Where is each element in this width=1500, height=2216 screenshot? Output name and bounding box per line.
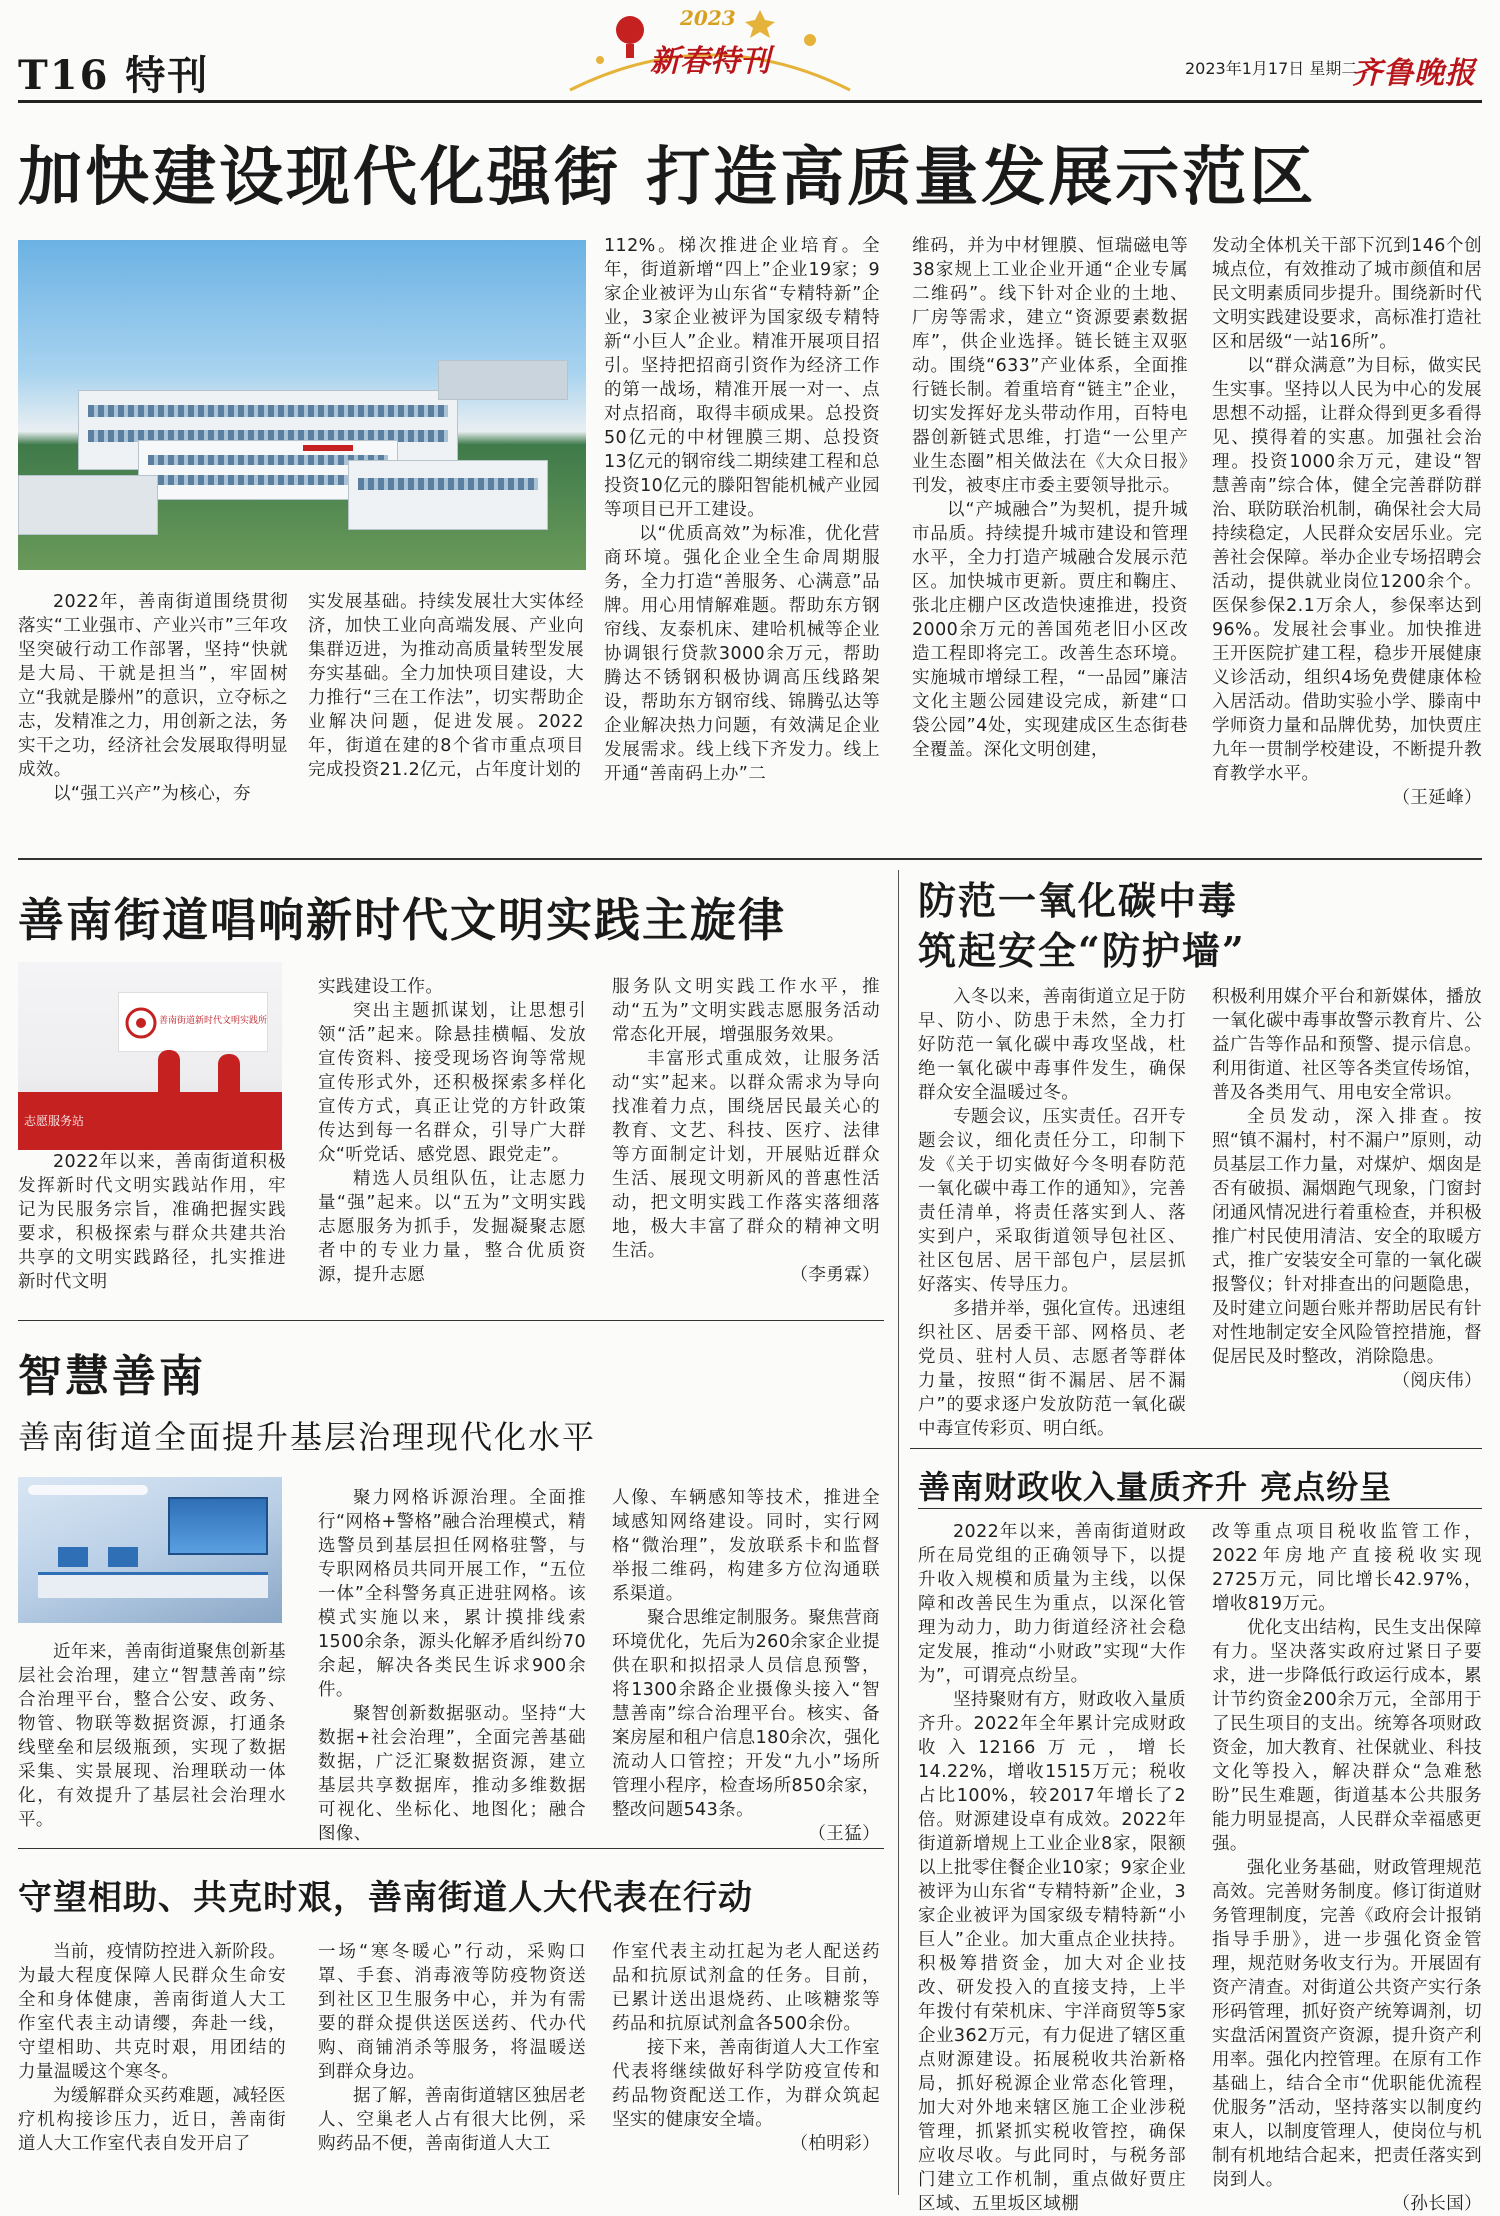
section-divider — [18, 1320, 884, 1321]
header-rule — [18, 100, 1482, 103]
smart-center-photo — [18, 1477, 282, 1623]
smart-paragraph: 聚智创新数据驱动。坚持“大数据+社会治理”，全面完善基础数据，广泛汇聚数据资源，建立基层共享数据库，推动多维数据可视化、坐标化、地图化；融合图像、 — [318, 1704, 586, 1844]
lead-paragraph: 以“强工兴产”为核心，夯 — [53, 784, 251, 804]
lead-paragraph: 2022年，善南街道围绕贯彻落实“工业强市、产业兴市”三年攻坚突破行动工作部署，坚持“快就是大局、干就是担当”，牢固树立“我就是滕州”的意识，立夺标之志，发精准之力，用创新之法，务实干之功，经济社会发展取得明显成效。 — [18, 592, 288, 780]
lead-column-2 — [308, 590, 584, 782]
lead-paragraph: 维码，并为中材锂膜、恒瑞磁电等38家规上工业企业开通“企业专属二维码”。线下针对企业的土地、厂房等需求，建立“资源要素数据库”，供企业选择。链长链主双驱动。围绕“633”产业体系，全面推行链长制。着重培育“链主”企业，切实发挥好龙头带动作用，百特电器创新链式思维，打造“一公里产业生态圈”相关做法在《大众日报》刊发，被枣庄市委主要领导批示。 — [912, 236, 1188, 496]
npc-byline: （柏明彩） — [790, 2134, 880, 2154]
sign-board — [118, 992, 268, 1052]
smart-byline: （王猛） — [808, 1824, 880, 1844]
npc-column-2 — [318, 1940, 586, 2156]
finance-byline: （孙长国） — [1392, 2194, 1482, 2214]
sign-text: 善南街道新时代文明实践所 — [159, 1016, 268, 1026]
civilization-paragraph: 丰富形式重成效，让服务活动“实”起来。以群众需求为导向找准着力点，围绕居民最关心的教育、文艺、科技、医疗、法律等方面制定计划，开展贴近群众生活、展现文明新风的普惠性活动，把文明实践工作落实落细落地，极大丰富了群众的精神文明生活。 — [612, 1049, 880, 1261]
co-paragraph: 入冬以来，善南街道立足于防早、防小、防患于未然，全力打好防范一氧化碳中毒攻坚战，杜绝一氧化碳中毒事件发生，确保群众安全温暖过冬。 — [918, 987, 1186, 1103]
co-column-1 — [918, 985, 1186, 1441]
finance-column-1 — [918, 1520, 1186, 2216]
lead-paragraph: 以“群众满意”为目标，做实民生实事。坚持以人民为中心的发展思想不动摇，让群众得到更多看得见、摸得着的实惠。加强社会治理。投资1000余万元，建设“智慧善南”综合体，健全完善群防群治、联防联治机制，确保社会大局持续稳定，人民群众安居乐业。完善社会保障。举办企业专场招聘会活动，提供就业岗位1200余个。医保参保2.1万余人，参保率达到96%。发展社会事业。加快推进王开医院扩建工程，稳步开展健康义诊活动，组织4场免费健康体检入居活动。借助实验小学、滕南中学师资力量和品牌优势，加快贾庄九年一贯制学校建设，不断提升教育教学水平。 — [1212, 356, 1482, 784]
npc-paragraph: 当前，疫情防控进入新阶段。为最大程度保障人民群众生命安全和身体健康，善南街道人大工作室代表主动请缨，奔赴一线，守望相助、共克时艰，用团结的力量温暖这个寒冬。 — [18, 1942, 286, 2082]
civilization-paragraph: 实践建设工作。 — [318, 977, 444, 997]
npc-paragraph: 为缓解群众买药难题，减轻医疗机构接诊压力，近日，善南街道人大工作室代表自发开启了 — [18, 2086, 286, 2154]
finance-paragraph: 强化业务基础，财政管理规范高效。完善财务制度。修订街道财务管理制度，完善《政府会计报销指导手册》，进一步强化资金管理，规范财务收支行为。开展固有资产清查。对街道公共资产实行条形码管理，抓好资产统筹调剂，切实盘活闲置资产资源，提升资产利用率。强化内控管理。在原有工作基础上，结合全市“优职能优流程优服务”活动，坚持落实以制度约束人，以制度管理人，使岗位与机制有机地结合起来，把责任落实到岗到人。 — [1212, 1858, 1482, 2190]
smart-paragraph: 聚力网格诉源治理。全面推行“网格+警格”融合治理模式，精选警员到基层担任网格驻警，与专职网格员共同开展工作，“五位一体”全科警务真正进驻网格。该模式实施以来，累计摸排线索1500余条，源头化解矛盾纠纷70余起，解决各类民生诉求900余件。 — [318, 1488, 586, 1700]
newspaper-logo: 齐鲁晚报 — [1352, 56, 1476, 91]
column-divider — [898, 870, 899, 2195]
smart-column-3 — [612, 1486, 880, 1846]
display-wall — [168, 1497, 268, 1555]
lead-byline: （王延峰） — [1392, 788, 1482, 808]
lead-headline: 加快建设现代化强街 打造高质量发展示范区 — [18, 140, 1317, 215]
civilization-byline: （李勇霖） — [790, 1265, 880, 1285]
desk — [38, 1572, 268, 1598]
lead-column-4 — [912, 234, 1188, 762]
lead-paragraph: 以“产城融合”为契机，提升城市品质。持续提升城市建设和管理水平，全力打造产城融合发展示范区。加快城市更新。贾庄和鞠庄、张北庄棚户区改造快速推进，投资2000余万元的善国苑老旧小区改造工程即将完工。改善生态环境。实施城市增绿工程，“一品园”廉洁文化主题公园建设完成，新建“口袋公园”4处，实现建成区生态街巷全覆盖。深化文明创建， — [912, 500, 1188, 760]
lead-paragraph: 发动全体机关干部下沉到146个创城点位，有效推动了城市颜值和居民文明素质同步提升。围绕新时代文明实践建设要求，高标准打造社区和居级“一站16所”。 — [1212, 236, 1482, 352]
finance-paragraph: 优化支出结构，民生支出保障有力。坚决落实政府过紧日子要求，进一步降低行政运行成本，累计节约资金200余万元，全部用于了民生项目的支出。统筹各项财政资金，加大教育、社保就业、科技文化等投入，解决群众“急难愁盼”民生难题，街道基本公共服务能力明显提高，人民群众幸福感更强。 — [1212, 1618, 1482, 1854]
monitor — [108, 1547, 138, 1567]
volunteer-figure — [218, 1054, 240, 1095]
npc-paragraph: 接下来，善南街道人大工作室代表将继续做好科学防疫宣传和药品物资配送工作，为群众筑起坚实的健康安全墙。 — [612, 2038, 880, 2130]
lead-paragraph: 以“优质高效”为标准，优化营商环境。强化企业全生命周期服务，全力打造“善服务、心满意”品牌。用心用情解难题。帮助东方钢帘线、友泰机床、建哈机械等企业协调银行贷款3000余万元，帮助腾达不锈钢积极协调高压线路架设，帮助东方钢帘线、锦腾弘达等企业解决热力问题，有效满足企业发展需求。线上线下齐发力。线上开通“善南码上办”二 — [604, 524, 880, 784]
co-paragraph: 全员发动，深入排查。按照“镇不漏村，村不漏户”原则，动员基层工作力量，对煤炉、烟囱是否有破损、漏烟跑气现象，门窗封闭通风情况进行着重检查，并积极推广村民使用清洁、安全的取暖方式，推广安装安全可靠的一氧化碳报警仪；针对排查出的问题隐患，及时建立问题台账并帮助居民有针对性地制定安全风险管控措施，督促居民及时整改，消除隐患。 — [1212, 1107, 1482, 1367]
co-paragraph: 多措并举，强化宣传。迅速组织社区、居委干部、网格员、老党员、驻村人员、志愿者等群体力量，按照“街不漏居、居不漏户”的要求逐户发放防范一氧化碳中毒宣传彩页、明白纸。 — [918, 1299, 1186, 1439]
civilization-headline: 善南街道唱响新时代文明实践主旋律 — [18, 893, 786, 947]
section-divider — [910, 1448, 1482, 1449]
npc-paragraph: 作室代表主动扛起为老人配送药品和抗原试剂盒的任务。目前，已累计送出退烧药、止咳糖浆等药品和抗原试剂盒各500余份。 — [612, 1942, 880, 2034]
section-divider — [18, 1848, 884, 1849]
civilization-column-1 — [18, 1150, 286, 1294]
co-headline-1: 防范一氧化碳中毒 — [918, 878, 1239, 923]
smart-column-1 — [18, 1640, 286, 1832]
npc-column-1 — [18, 1940, 286, 2156]
finance-paragraph: 2022年以来，善南街道财政所在局党组的正确领导下，以提升收入规模和质量为主线，以保障和改善民生为重点，以深化管理为动力，助力街道经济社会稳定发展，推动“小财政”实现“大作为”，可谓亮点纷呈。 — [918, 1522, 1186, 1686]
finance-headline: 善南财政收入量质齐升 亮点纷呈 — [918, 1468, 1393, 1506]
co-byline: （阅庆伟） — [1392, 1371, 1482, 1391]
page-number: T16 特刊 — [18, 52, 210, 99]
lead-paragraph: 112%。梯次推进企业培育。全年，街道新增“四上”企业19家；9家企业被评为山东省“专精特新”企业，3家企业被评为国家级专精特新“小巨人”企业。精准开展项目招引。坚持把招商引资作为经济工作的第一战场，精准开展一对一、点对点招商，取得丰硕成果。总投资50亿元的中材锂膜三期、总投资13亿元的钢帘线二期续建工程和总投资10亿元的滕阳智能机械产业园等项目已开工建设。 — [604, 236, 880, 520]
finance-paragraph: 改等重点项目税收监管工作，2022年房地产直接税收实现2725万元，同比增长42.97%，增收819万元。 — [1212, 1522, 1482, 1614]
lead-column-1 — [18, 590, 288, 806]
finance-column-2 — [1212, 1520, 1482, 2216]
npc-paragraph: 据了解，善南街道辖区独居老人、空巢老人占有很大比例，采购药品不便，善南街道人大工 — [318, 2086, 586, 2154]
banner-year: 2023 — [680, 6, 736, 30]
smart-subheadline: 善南街道全面提升基层治理现代化水平 — [18, 1418, 597, 1456]
lead-column-3 — [604, 234, 880, 786]
industrial-park-photo — [18, 240, 586, 570]
civilization-paragraph: 精选人员组队伍，让志愿力量“强”起来。以“五为”文明实践志愿服务为抓手，发掘凝聚志愿者中的专业力量，整合优质资源，提升志愿 — [318, 1169, 586, 1285]
civilization-paragraph: 2022年以来，善南街道积极发挥新时代文明实践站作用，牢记为民服务宗旨，准确把握实践要求，积极探索与群众共建共治共享的文明实践路径，扎实推进新时代文明 — [18, 1152, 286, 1292]
smart-paragraph: 人像、车辆感知等技术，推进全域感知网络建设。同时，实行网格“微治理”，发放联系卡和监督举报二维码，构建多方位沟通联系渠道。 — [612, 1488, 880, 1604]
issue-date: 2023年1月17日 星期二 — [1185, 59, 1358, 78]
page-header — [0, 0, 1500, 108]
npc-paragraph: 一场“寒冬暖心”行动，采购口罩、手套、消毒液等防疫物资送到社区卫生服务中心，并为有需要的群众提供送医送药、代办代购、商铺消杀等服务，将温暖送到群众身边。 — [318, 1942, 586, 2082]
civilization-paragraph: 突出主题抓谋划，让思想引领“活”起来。除悬挂横幅、发放宣传资料、接受现场咨询等常规宣传形式外，还积极探索多样化宣传方式，真正让党的方针政策传达到每一名群众，引导广大群众“听党话、感党恩、跟党走”。 — [318, 1001, 586, 1165]
desk-label: 志愿服务站 — [24, 1114, 85, 1128]
smart-paragraph: 近年来，善南街道聚焦创新基层社会治理，建立“智慧善南”综合治理平台，整合公安、政务、物管、物联等数据资源，打通条线壁垒和层级瓶颈，实现了数据采集、实景展现、治理联动一体化，有效提升了基层社会治理水平。 — [18, 1642, 286, 1830]
lead-column-5 — [1212, 234, 1482, 810]
co-paragraph: 积极利用媒介平台和新媒体，播放一氧化碳中毒事故警示教育片、公益广告等作品和预警、提示信息。利用街道、社区等各类宣传场馆，普及各类用气、用电安全常识。 — [1212, 987, 1482, 1103]
co-column-2 — [1212, 985, 1482, 1393]
civilization-column-3 — [612, 975, 880, 1287]
smart-column-2 — [318, 1486, 586, 1846]
banner-title: 新春特刊 — [650, 44, 770, 79]
monitor — [58, 1547, 88, 1567]
section-divider — [18, 858, 1482, 860]
headline-underline — [918, 1508, 1482, 1509]
volunteer-station-photo — [18, 962, 282, 1150]
finance-paragraph: 坚持聚财有方，财政收入量质齐升。2022年全年累计完成财政收入12166万元，增长14.22%，增收1515万元；税收占比100%，较2017年增长了2倍。财源建设卓有成效。2022年街道新增规上工业企业8家，限额以上批零住餐企业10家；9家企业被评为山东省“专精特新”企业，3家企业被评为国家级专精特新“小巨人”企业。加大重点企业扶持。积极筹措资金，加大对企业技改、研发投入的直接支持，上半年拨付有荣机床、宇洋商贸等5家企业362万元，有力促进了辖区重点财源建设。拓展税收共治新格局，抓好税源企业常态化管理，加大对外地来辖区施工企业涉税管理，抓紧抓实税收管控，确保应收尽收。与此同时，与税务部门建立工作机制，重点做好贾庄区域、五里坂区域棚 — [918, 1690, 1186, 2214]
volunteer-figure — [158, 1050, 180, 1095]
lead-paragraph: 实发展基础。持续发展壮大实体经济，加快工业向高端发展、产业向集群迈进，为推动高质量转型发展夯实基础。全力加快项目建设，大力推行“三在工作法”，切实帮助企业解决问题，促进发展。2022年，街道在建的8个省市重点项目完成投资21.2亿元，占年度计划的 — [308, 592, 584, 780]
ceiling-light — [28, 1485, 148, 1495]
emblem-icon — [123, 1005, 159, 1041]
civilization-column-2 — [318, 975, 586, 1287]
co-headline-2: 筑起安全“防护墙” — [918, 928, 1246, 973]
smart-paragraph: 聚合思维定制服务。聚焦营商环境优化，先后为260余家企业提供在职和拟招录人员信息预警，将1300余路企业摄像头接入“智慧善南”综合治理平台。核实、备案房屋和租户信息180余次，强化流动人口管控；开发“九小”场所管理小程序，检查场所850余家，整改问题543条。 — [612, 1608, 880, 1820]
npc-headline: 守望相助、共克时艰，善南街道人大代表在行动 — [18, 1878, 753, 1918]
npc-column-3 — [612, 1940, 880, 2156]
civilization-paragraph: 服务队文明实践工作水平，推动“五为”文明实践志愿服务活动常态化开展，增强服务效果。 — [612, 977, 880, 1045]
smart-headline: 智慧善南 — [18, 1351, 206, 1402]
co-paragraph: 专题会议，压实责任。召开专题会议，细化责任分工，印制下发《关于切实做好今冬明春防范一氧化碳中毒工作的通知》，完善责任清单，将责任落实到人、落实到户，采取街道领导包社区、社区包居、居干部包户，层层抓好落实、传导压力。 — [918, 1107, 1186, 1295]
new-year-banner — [560, 0, 860, 100]
